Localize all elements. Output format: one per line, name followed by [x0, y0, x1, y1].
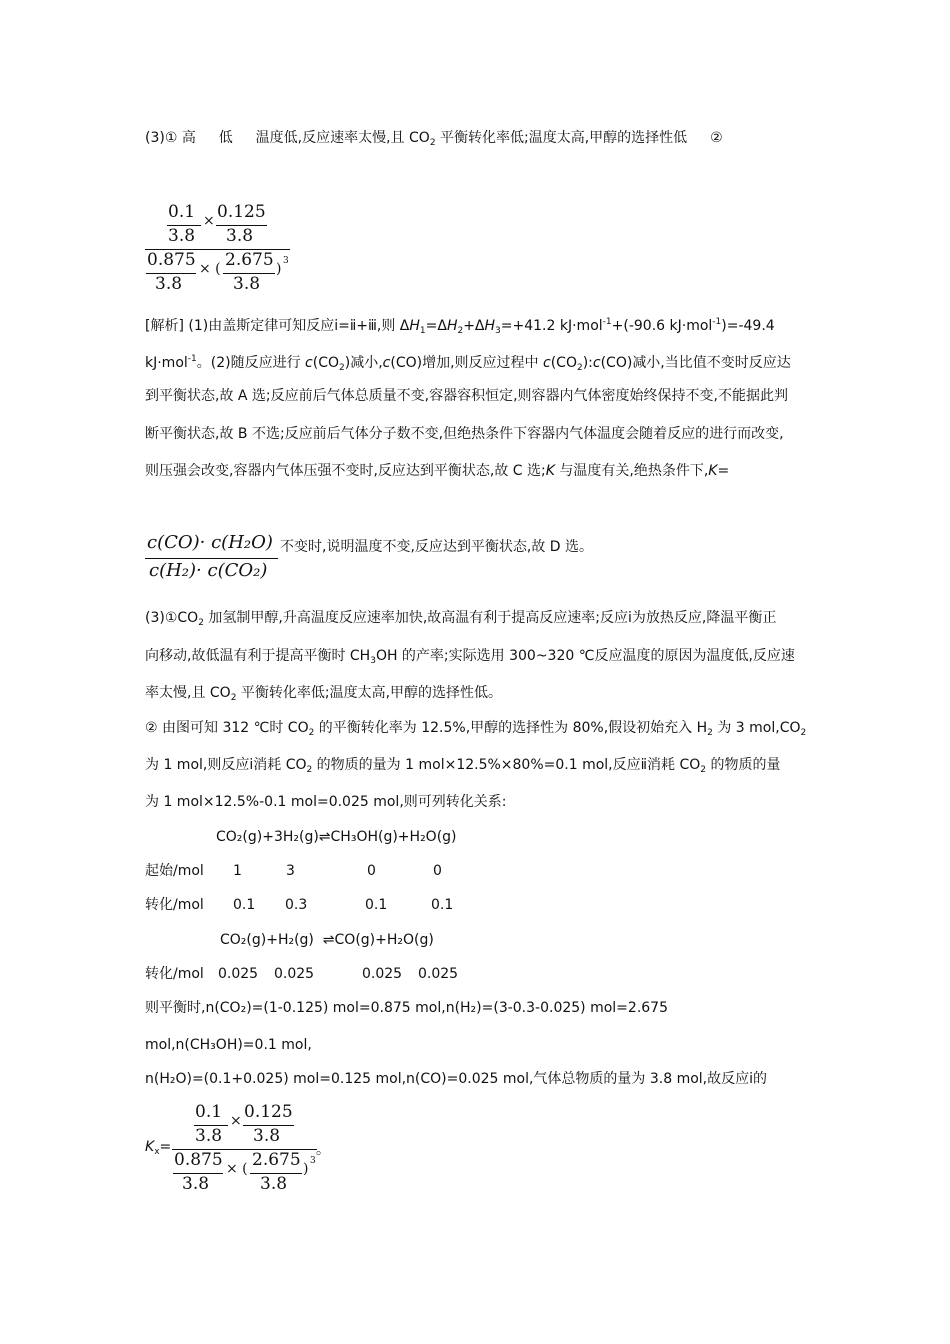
row-label-initial: 起始/mol	[145, 863, 204, 879]
frac-num-3: 0.875	[147, 250, 196, 270]
frac-exp: 3	[310, 1156, 316, 1166]
analysis-line-6: $(3)①CO_2$ 加氢制甲醇,升高温度反应速率加快,故高温有利于提高反应速率;反应ⅰ为放热反应,降温平衡正	[145, 610, 777, 628]
frac-den-1: 3.8	[168, 226, 196, 246]
analysis-line-10: 为 1 mol,则反应ⅰ消耗 $CO_2$ 的物质的量为 1 mol×12.5%×80%=0.1 mol,反应ⅱ消耗 $CO_2$ 的物质的量	[145, 757, 781, 775]
answer-prefix: (3)① 高	[145, 130, 196, 146]
frac-times: ×	[230, 1113, 242, 1129]
table-cell: 0.1	[365, 897, 388, 913]
text: (CO	[312, 355, 340, 371]
text: 率太慢,且 CO	[145, 685, 231, 701]
table-cell: 0.3	[285, 897, 308, 913]
text: (3)①CO	[145, 610, 199, 626]
frac-den-1: 3.8	[195, 1126, 223, 1146]
analysis-line-7: 向移动,故低温有利于提高平衡时 $CH_3OH$ 的产率;实际选用 300~320 ℃反应温度的原因为温度低,反应速	[145, 648, 795, 666]
frac-num-2: 0.125	[217, 202, 266, 222]
text: 与温度有关,绝热条件下,	[554, 463, 709, 479]
kx-fraction-answer	[145, 200, 295, 296]
k-expr-den: c(H₂)· c(CO₂)	[149, 560, 268, 581]
text: 则压强会改变,容器内气体压强不变时,反应达到平衡状态,故 C 选;	[145, 463, 546, 479]
frac-num-4: 2.675	[252, 1150, 301, 1170]
frac-num-3: 0.875	[174, 1150, 223, 1170]
frac-paren-open: × (	[199, 261, 221, 277]
table-cell: 0.1	[431, 897, 454, 913]
text: 向移动,故低温有利于提高平衡时 CH	[145, 648, 371, 664]
frac-exp: 3	[283, 256, 289, 266]
text: ):	[582, 355, 593, 371]
table-cell: 0.025	[362, 966, 403, 982]
text: (CO)增加,则反应过程中	[390, 355, 543, 371]
frac-paren-close: )	[303, 1161, 309, 1177]
text: )减小,	[344, 355, 383, 371]
frac-num-4: 2.675	[225, 250, 274, 270]
text: 的物质的量	[706, 757, 781, 773]
kx-end-mark: 。	[316, 1142, 330, 1158]
table-cell: 0	[367, 863, 376, 879]
text: K	[545, 463, 555, 479]
table-cell: 0	[433, 863, 442, 879]
text: (CO	[550, 355, 577, 371]
answer-low: 低	[218, 130, 233, 146]
answer-reason-b: 平衡转化率低;温度太高,甲醇的选择性低	[435, 130, 688, 146]
analysis-line-9: ② 由图可知 312 ℃时 $CO_2$ 的平衡转化率为 12.5%,甲醇的选择性为 80%,假设初始充入 $H_2$ 为 3 $mol,CO_2$	[145, 720, 807, 738]
text: =+41.2 kJ·mol	[500, 318, 603, 334]
table-cell: 3	[286, 863, 295, 879]
analysis-line-2: kJ·mol$^{-1}$。(2)随反应进行 $c(CO_2)$减小,c(CO)增加,则反应过程中 $c(CO_2):c(CO)$减小,当比值不变时反应达	[145, 354, 791, 373]
kx-label	[145, 1137, 171, 1162]
equilibrium-line-3: n(H₂O)=(0.1+0.025) mol=0.125 mol,n(CO)=0.025 mol,气体总物质的量为 3.8 mol,故反应ⅰ的	[145, 1071, 768, 1087]
text: K	[708, 463, 718, 479]
frac-den-3: 3.8	[182, 1174, 210, 1194]
analysis-line-8: 率太慢,且 $CO_2$ 平衡转化率低;温度太高,甲醇的选择性低。	[145, 685, 503, 703]
text: 的物质的量为 1 mol×12.5%×80%=0.1 mol,反应ⅱ消耗 CO	[312, 757, 701, 773]
k-expression	[145, 530, 280, 586]
text: 。(2)随反应进行	[196, 355, 306, 371]
analysis-line-11: 为 1 mol×12.5%-0.1 mol=0.025 mol,则可列转化关系:	[145, 794, 507, 810]
frac-paren-close: )	[276, 261, 282, 277]
reaction-equation-1: CO₂(g)+3H₂(g)⇌CH₃OH(g)+H₂O(g)	[216, 829, 457, 845]
frac-num-2: 0.125	[244, 1102, 293, 1122]
analysis-line-5	[145, 461, 729, 481]
text: +Δ	[463, 318, 485, 334]
table-cell: 1	[233, 863, 242, 879]
text: +(-90.6 kJ·mol	[611, 318, 713, 334]
row-label-change: 转化/mol	[145, 897, 204, 913]
text: 加氢制甲醇,升高温度反应速率加快,故高温有利于提高反应速率;反应ⅰ为放热反应,降温平衡正	[203, 610, 777, 626]
answer-reason: 温度低,反应速率太慢,且 CO	[255, 130, 430, 146]
frac-den-4: 3.8	[260, 1174, 288, 1194]
text: K	[145, 1139, 155, 1155]
equilibrium-line-2: mol,n(CH₃OH)=0.1 mol,	[145, 1037, 312, 1053]
k-expr-num: c(CO)· c(H₂O)	[147, 532, 273, 553]
frac-paren-open: × (	[226, 1161, 248, 1177]
equilibrium-line-1: 则平衡时,n(CO₂)=(1-0.125) mol=0.875 mol,n(H₂)=(3-0.3-0.025) mol=2.675	[145, 1000, 668, 1016]
analysis-line-3: 到平衡状态,故 A 选;反应前后气体总质量不变,容器容积恒定,则容器内气体密度始终保持不变,不能据此判	[145, 388, 788, 404]
text: kJ·mol	[145, 355, 188, 371]
text: (CO)减小,当比值不变时反应达	[600, 355, 791, 371]
text: 的平衡转化率为 12.5%,甲醇的选择性为 80%,假设初始充入 H	[314, 720, 708, 736]
text: =Δ	[425, 318, 447, 334]
frac-num-1: 0.1	[168, 202, 196, 222]
analysis-line-1: [解析] (1)由盖斯定律可知反应ⅰ=ⅱ+ⅲ,则 $\Delta H_1=\Delta H_2+\Delta H_3=+41.2$ kJ·mol$^{-1}$+(-90.6 kJ·mol$^{-1}$)=-49.4	[145, 317, 775, 336]
table-cell: 0.025	[218, 966, 259, 982]
text: OH 的产率;实际选用 300~320 ℃反应温度的原因为温度低,反应速	[375, 648, 795, 664]
frac-num-1: 0.1	[195, 1102, 223, 1122]
text: 为 1 mol,则反应ⅰ消耗 CO	[145, 757, 307, 773]
text: =	[717, 463, 730, 479]
reaction-equation-2: CO₂(g)+H₂(g) ⇌CO(g)+H₂O(g)	[220, 932, 434, 948]
text: 为 3 mol,CO	[712, 720, 801, 736]
frac-times: ×	[203, 213, 215, 229]
text: x	[154, 1147, 160, 1157]
text: [解析] (1)由盖斯定律可知反应ⅰ=ⅱ+ⅲ,则 Δ	[145, 318, 410, 334]
table-cell: 0.025	[274, 966, 315, 982]
table-cell: 0.025	[418, 966, 459, 982]
text: )=-49.4	[721, 318, 775, 334]
frac-den-2: 3.8	[226, 226, 254, 246]
answer-circle-2: ②	[710, 130, 723, 146]
frac-den-3: 3.8	[155, 274, 183, 294]
frac-den-4: 3.8	[233, 274, 261, 294]
k-expr-tail: 不变时,说明温度不变,反应达到平衡状态,故 D 选。	[280, 539, 594, 555]
table-cell: 0.1	[233, 897, 256, 913]
text: =	[159, 1139, 172, 1155]
text: 平衡转化率低;温度太高,甲醇的选择性低。	[236, 685, 503, 701]
answer-3-line: (3)① 高 低 温度低,反应速率太慢,且 $CO_2$ 平衡转化率低;温度太高,甲醇的选择性低 ②	[145, 130, 723, 148]
analysis-line-4: 断平衡状态,故 B 不选;反应前后气体分子数不变,但绝热条件下容器内气体温度会随着反应的进行而改变,	[145, 426, 784, 442]
kx-fraction	[172, 1100, 322, 1196]
row-label-change-2: 转化/mol	[145, 966, 204, 982]
frac-den-2: 3.8	[253, 1126, 281, 1146]
text: ② 由图可知 312 ℃时 CO	[145, 720, 309, 736]
